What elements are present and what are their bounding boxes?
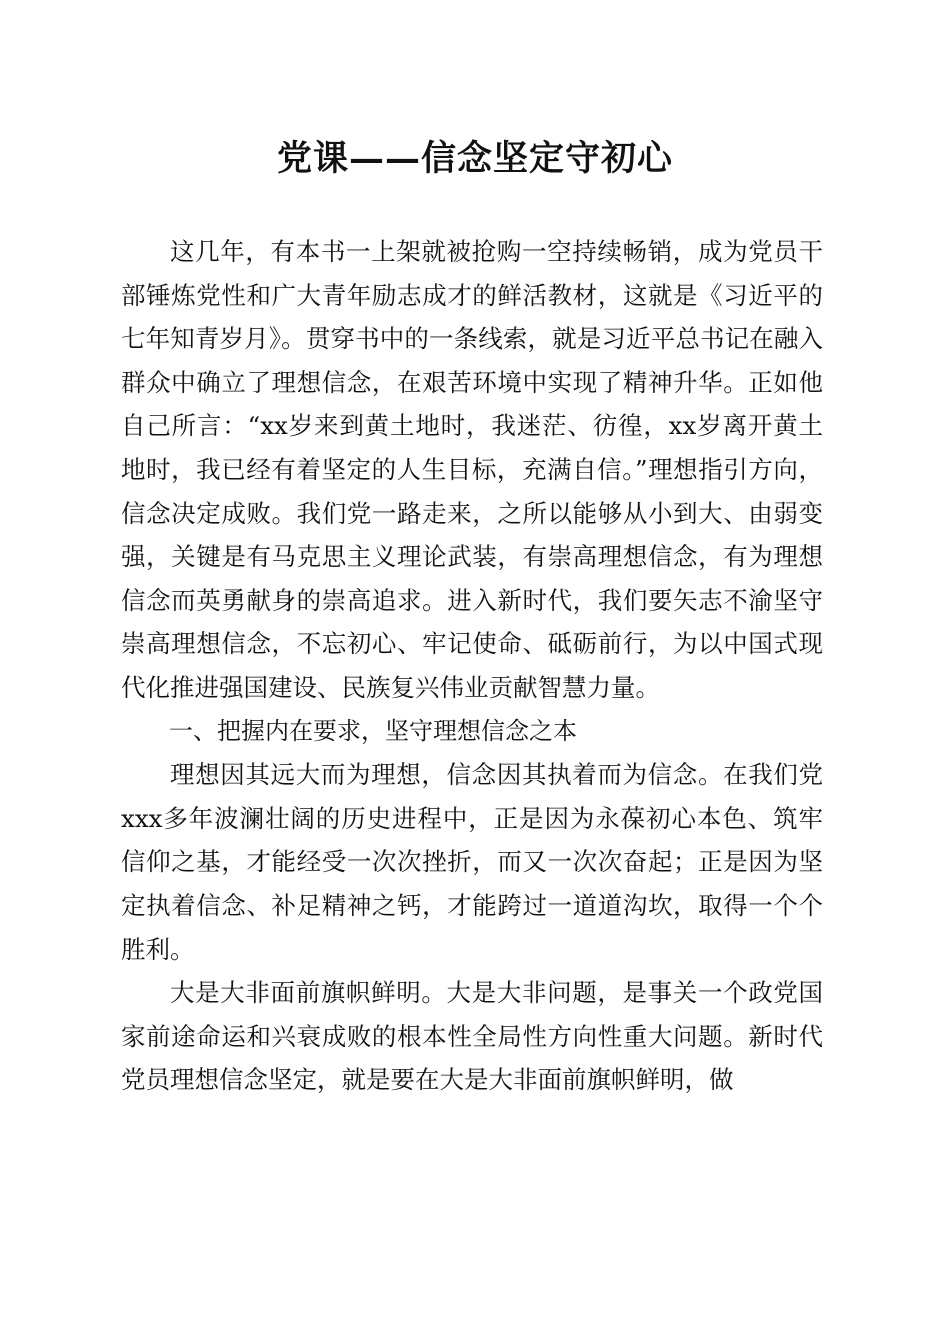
section-paragraph-1: 理想因其远大而为理想，信念因其执着而为信念。在我们党xxx多年波澜壮阔的历史进程中，正是因为永葆初心本色、筑牢信仰之基，才能经受一次次挫折，而又一次次奋起；正是因为坚定执着信念、补足精神之钙，才能跨过一道道沟坎，取得一个个胜利。 <box>121 760 823 964</box>
document-body <box>121 230 823 1102</box>
intro-paragraph: 这几年，有本书一上架就被抢购一空持续畅销，成为党员干部锤炼党性和广大青年励志成才的鲜活教材，这就是《习近平的七年知青岁月》。贯穿书中的一条线索，就是习近平总书记在融入群众中确立了理想信念，在艰苦环境中实现了精神升华。正如他自己所言：“xx岁来到黄土地时，我迷茫、彷徨，xx岁离开黄土地时，我已经有着坚定的人生目标，充满自信。”理想指引方向，信念决定成败。我们党一路走来，之所以能够从小到大、由弱变强，关键是有马克思主义理论武装，有崇高理想信念，有为理想信念而英勇献身的崇高追求。进入新时代，我们要矢志不渝坚守崇高理想信念，不忘初心、牢记使命、砥砺前行，为以中国式现代化推进强国建设、民族复兴伟业贡献智慧力量。 <box>121 237 823 702</box>
document-title: 党课——信念坚定守初心 <box>276 138 673 179</box>
section-heading: 一、把握内在要求，坚守理想信念之本 <box>169 716 577 745</box>
section-paragraph-2: 大是大非面前旗帜鲜明。大是大非问题，是事关一个政党国家前途命运和兴衰成败的根本性全局性方向性重大问题。新时代党员理想信念坚定，就是要在大是大非面前旗帜鲜明，做 <box>121 978 823 1095</box>
